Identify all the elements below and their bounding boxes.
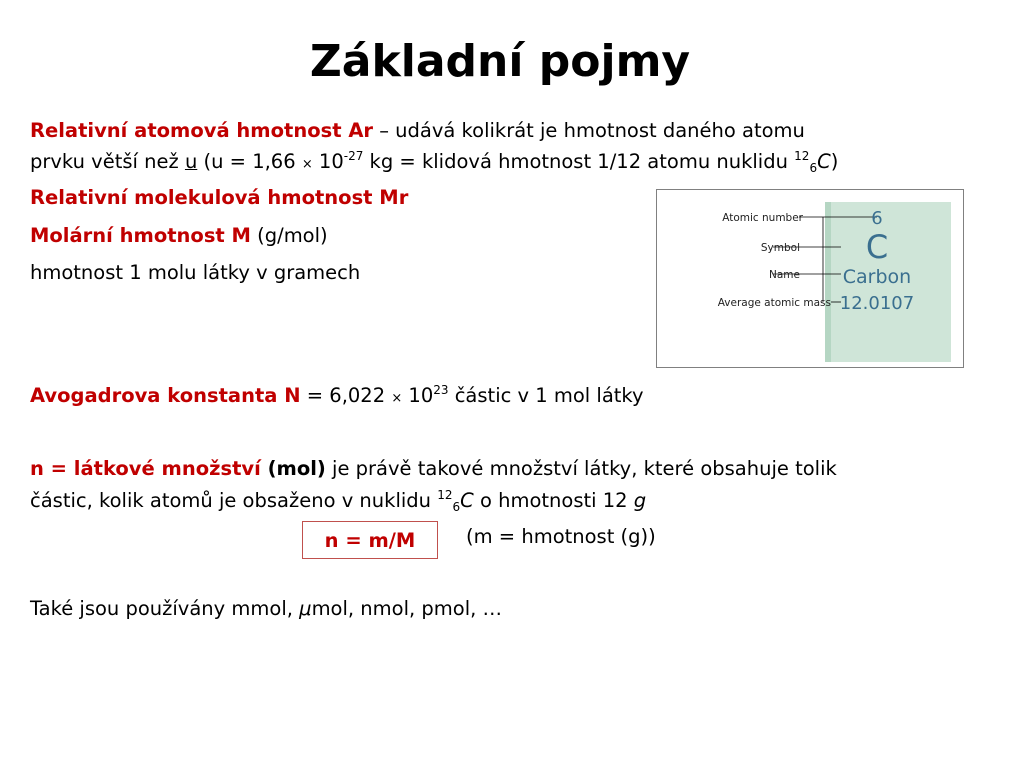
definition-molecular-mass	[30, 183, 408, 213]
label-name: Name	[769, 269, 800, 281]
definition-amount-line2	[30, 486, 646, 516]
times-sign: ×	[391, 391, 403, 406]
term-relative-atomic-mass: Relativní atomová hmotnost Ar	[30, 119, 374, 142]
text: mol, nmol, pmol, …	[311, 597, 503, 620]
value-mass: 12.0107	[839, 293, 915, 314]
molar-mass-explanation	[30, 258, 360, 288]
value-name: Carbon	[842, 266, 912, 288]
mu-symbol: μ	[299, 597, 312, 620]
mass-number: 12	[437, 488, 453, 502]
text: hmotnost 1 molu látky v gramech	[30, 261, 361, 284]
mass-number: 12	[794, 149, 810, 163]
value-atomic-number: 6	[871, 208, 883, 229]
carbon-element-card-figure	[656, 189, 964, 368]
text: kg = klidová hmotnost 1/12 atomu nuklidu	[363, 150, 795, 173]
text: Také jsou používány mmol,	[30, 597, 300, 620]
slide-title: Základní pojmy	[309, 36, 691, 87]
text: – udává kolikrát je hmotnost daného atomu	[373, 119, 805, 142]
term-avogadro-constant: Avogadrova konstanta N	[30, 384, 301, 407]
label-average-atomic-mass: Average atomic mass	[717, 297, 831, 309]
term-amount-of-substance: n = látkové množství	[30, 457, 261, 480]
element-symbol: C	[817, 150, 831, 173]
term-molar-mass: Molární hmotnost M	[30, 224, 251, 247]
atomic-number: 6	[809, 161, 818, 175]
text: částic, kolik atomů je obsaženo v nuklidu	[30, 489, 438, 512]
text: 10	[312, 150, 344, 173]
label-atomic-number: Atomic number	[722, 212, 803, 224]
formula-note: (m = hmotnost (g))	[466, 525, 656, 548]
text: prvku větší než	[30, 150, 185, 173]
value-symbol: C	[865, 228, 889, 266]
text: )	[830, 150, 839, 173]
definition-molar-mass	[30, 221, 328, 251]
unit-g: g	[633, 489, 647, 512]
element-card-edge	[825, 202, 831, 362]
unit-mol: (mol)	[260, 457, 326, 480]
times-sign: ×	[301, 157, 313, 172]
atomic-number: 6	[452, 500, 461, 514]
formula-box: n = m/M	[302, 521, 438, 559]
definition-avogadro	[30, 381, 644, 414]
text: (u = 1,66	[197, 150, 302, 173]
definition-amount-of-substance	[30, 454, 837, 484]
text: o hmotnosti 12	[473, 489, 634, 512]
text: (g/mol)	[250, 224, 328, 247]
units-note	[30, 594, 502, 624]
element-symbol: C	[460, 489, 474, 512]
label-symbol: Symbol	[760, 242, 800, 254]
definition-atomic-mass	[30, 116, 805, 146]
unit-u: u	[184, 150, 198, 173]
text: = 6,022	[300, 384, 392, 407]
text: částic v 1 mol látky	[448, 384, 644, 407]
definition-atomic-mass-line2	[30, 147, 838, 180]
exponent: -27	[343, 149, 364, 163]
text: 10	[402, 384, 434, 407]
term-relative-molecular-mass: Relativní molekulová hmotnost Mr	[30, 186, 409, 209]
text: je právě takové množství látky, které obsahuje tolik	[325, 457, 837, 480]
exponent: 23	[433, 383, 449, 397]
